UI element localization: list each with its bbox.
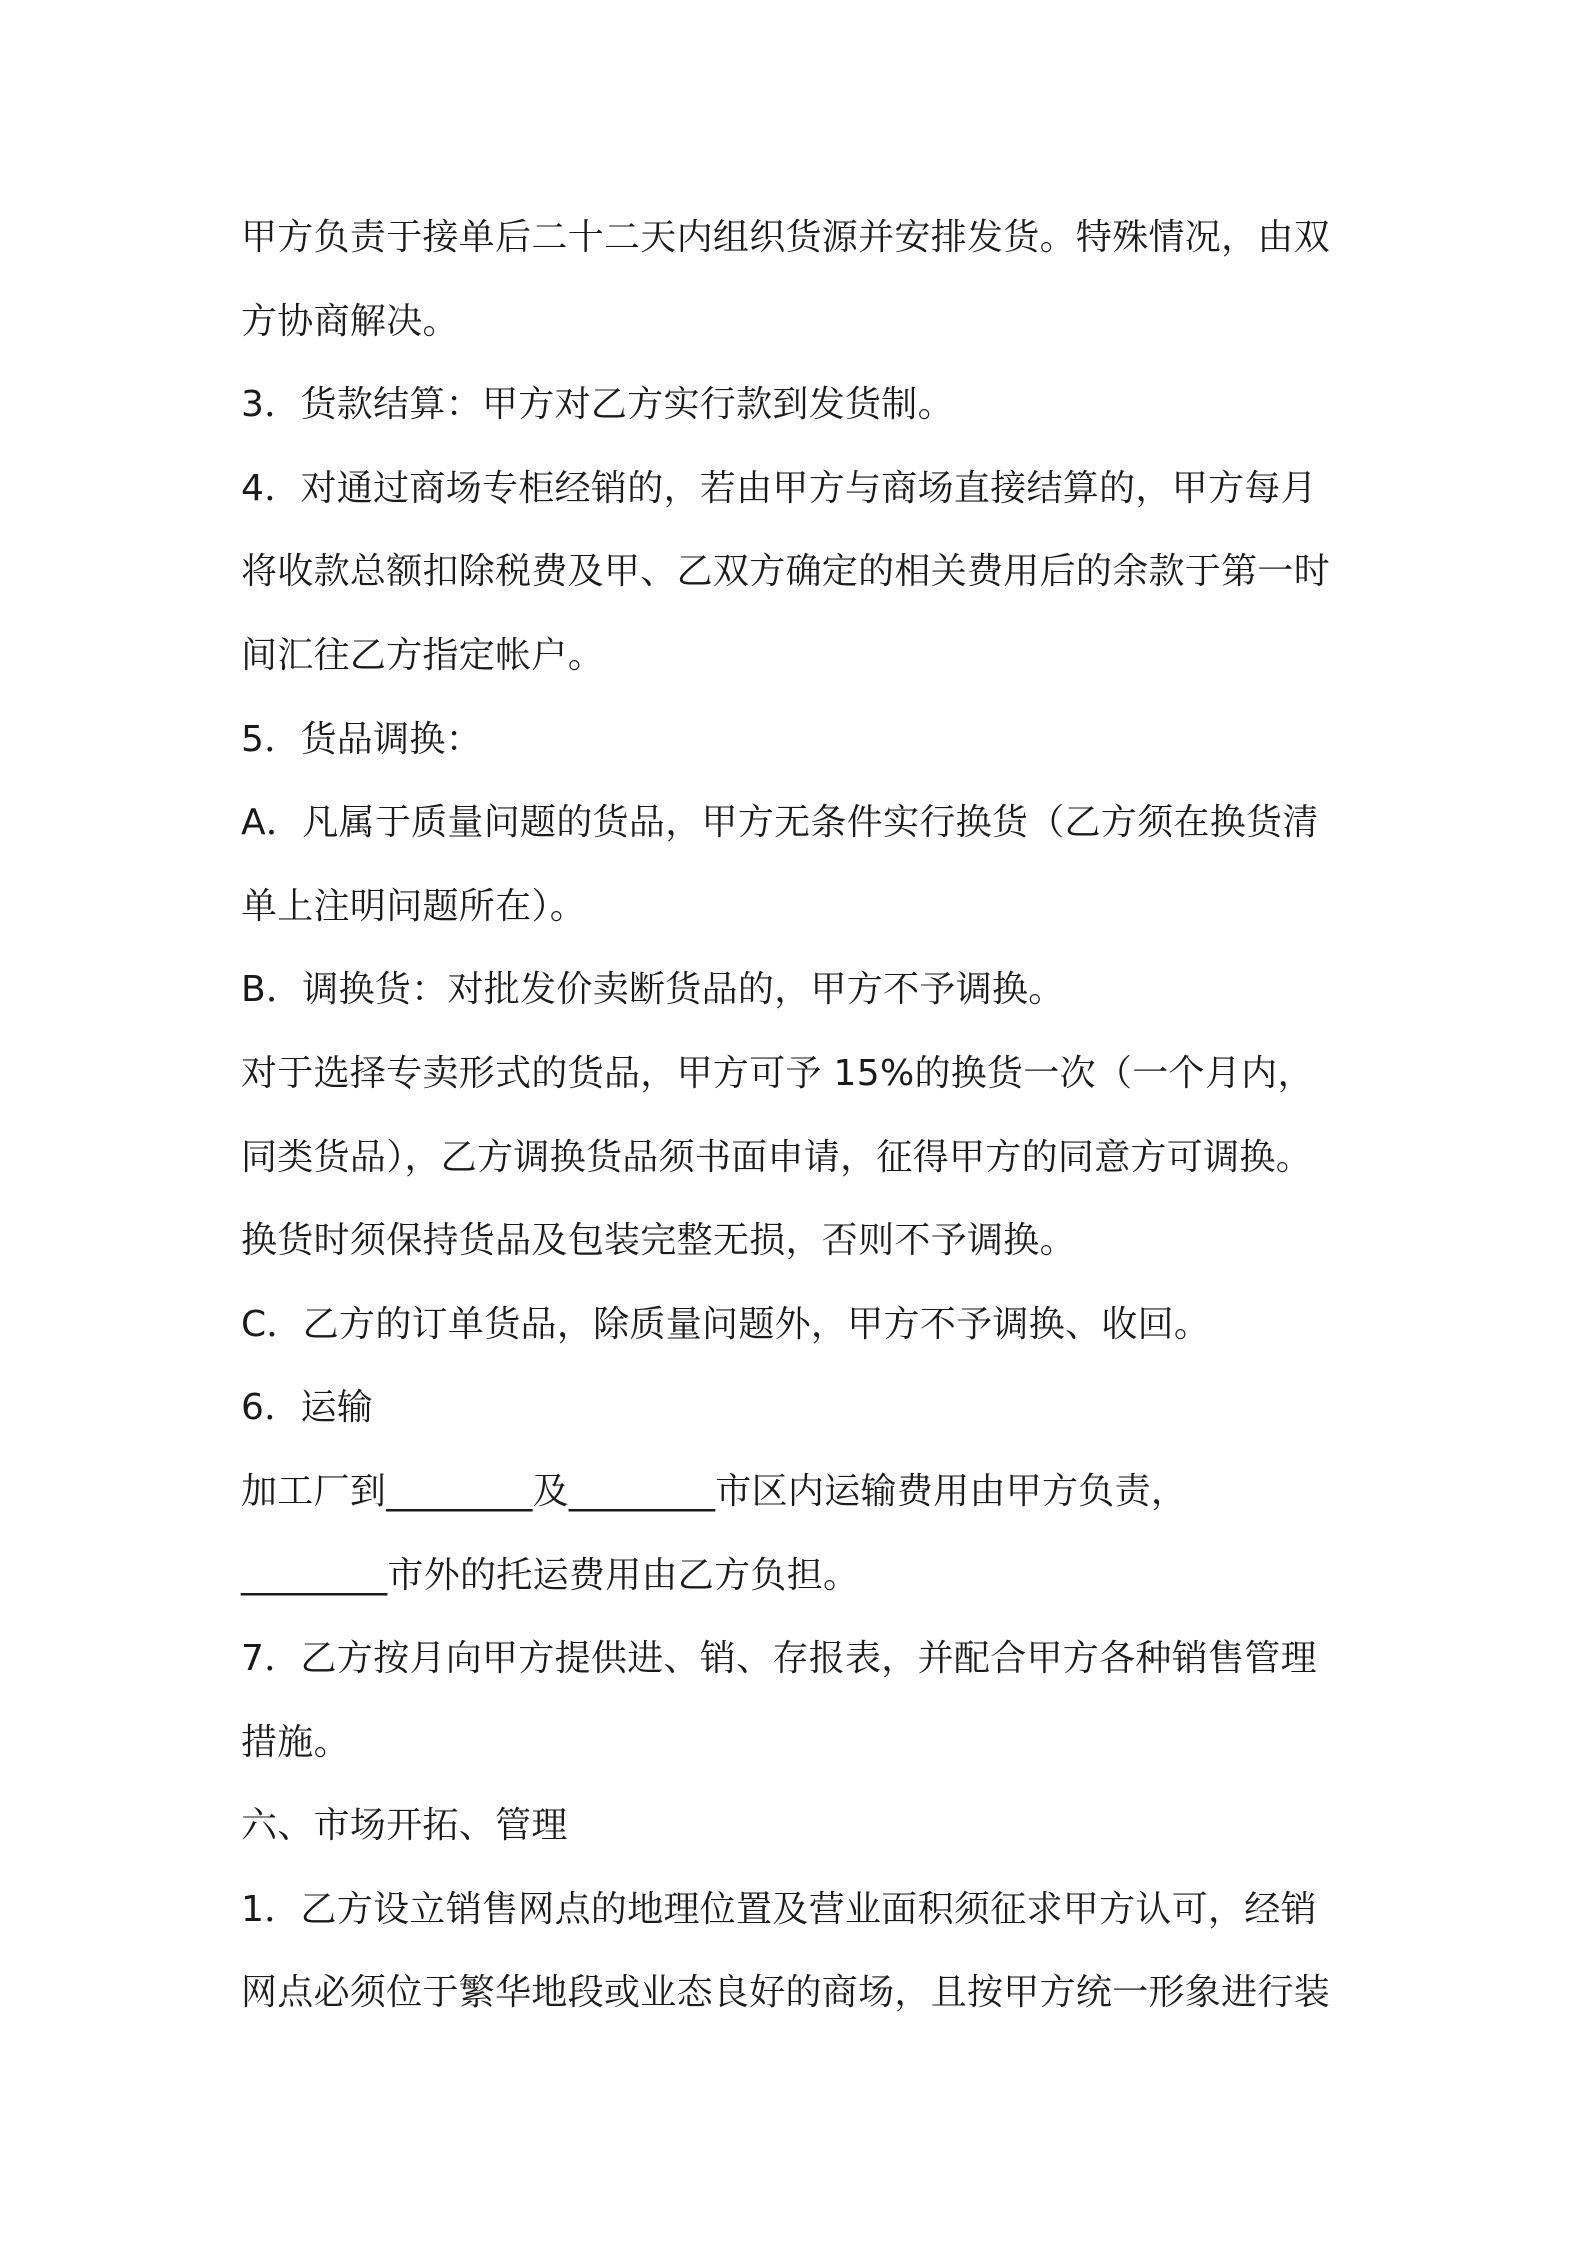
text-line: 5．货品调换： bbox=[241, 718, 483, 760]
text-line: 甲方负责于接单后二十二天内组织货源并安排发货。特殊情况，由双 bbox=[241, 217, 1331, 258]
text-line: 7．乙方按月向甲方提供进、销、存报表，并配合甲方各种销售管理 bbox=[241, 1638, 1317, 1680]
text-line: 将收款总额扣除税费及甲、乙双方确定的相关费用后的余款于第一时 bbox=[241, 551, 1331, 593]
text-line: 对于选择专卖形式的货品，甲方可予 15%的换货一次（一个月内， bbox=[241, 1052, 1314, 1094]
text-line: 加工厂到________及________市区内运输费用由甲方负责， bbox=[241, 1470, 1188, 1512]
text-line: 网点必须位于繁华地段或业态良好的商场，且按甲方统一形象进行装 bbox=[241, 1972, 1331, 2014]
text-line: 单上注明问题所在）。 bbox=[241, 885, 587, 927]
text-line: ________市外的托运费用由乙方负担。 bbox=[241, 1554, 860, 1596]
text-line: 6．运输 bbox=[241, 1387, 374, 1429]
text-line: 同类货品），乙方调换货品须书面申请，征得甲方的同意方可调换。 bbox=[241, 1136, 1313, 1178]
text-line: C．乙方的订单货品，除质量问题外，甲方不予调换、收回。 bbox=[241, 1303, 1211, 1345]
text-line: A．凡属于质量问题的货品，甲方无条件实行换货（乙方须在换货清 bbox=[241, 802, 1319, 844]
text-line: 方协商解决。 bbox=[241, 300, 459, 342]
document-body bbox=[241, 196, 1361, 2035]
text-line: 措施。 bbox=[241, 1721, 350, 1763]
text-line: 换货时须保持货品及包装完整无损，否则不予调换。 bbox=[241, 1220, 1076, 1262]
text-line: 4．对通过商场专柜经销的，若由甲方与商场直接结算的，甲方每月 bbox=[241, 467, 1317, 509]
section-heading: 六、市场开拓、管理 bbox=[241, 1805, 568, 1847]
text-line: B．调换货：对批发价卖断货品的，甲方不予调换。 bbox=[241, 969, 1065, 1011]
text-line: 1．乙方设立销售网点的地理位置及营业面积须征求甲方认可，经销 bbox=[241, 1888, 1317, 1930]
text-line: 3．货款结算：甲方对乙方实行款到发货制。 bbox=[241, 384, 954, 426]
text-line: 间汇往乙方指定帐户。 bbox=[241, 634, 605, 676]
